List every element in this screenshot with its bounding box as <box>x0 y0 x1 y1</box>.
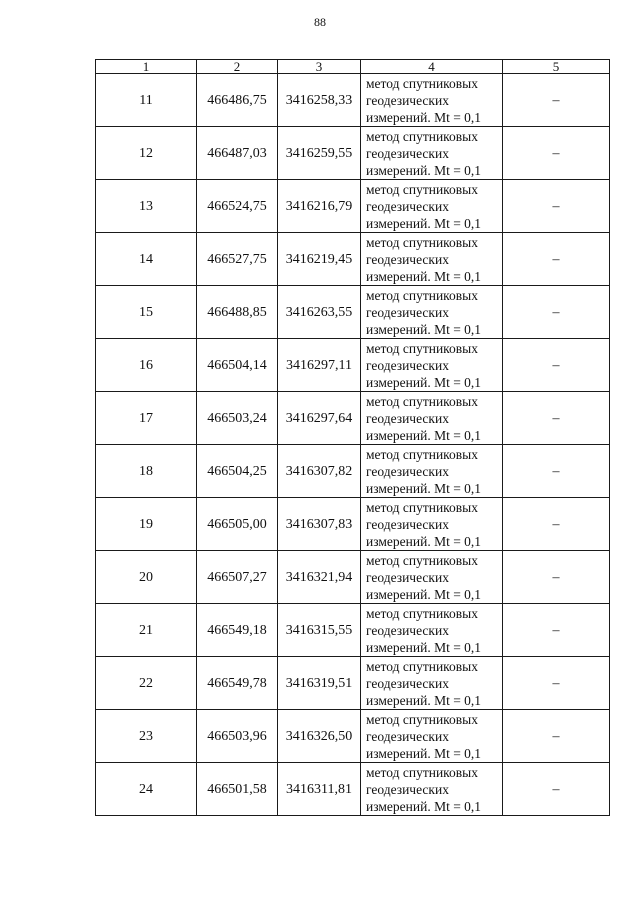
y-coordinate-cell: 3416219,45 <box>278 233 361 286</box>
method-cell <box>361 710 503 763</box>
y-coordinate-cell: 3416216,79 <box>278 180 361 233</box>
method-line: геодезических <box>366 781 449 797</box>
method-cell <box>361 233 503 286</box>
note-cell: – <box>503 74 610 127</box>
table-row <box>96 551 610 604</box>
table-row <box>96 233 610 286</box>
note-cell: – <box>503 498 610 551</box>
point-number-cell: 19 <box>96 498 197 551</box>
x-coordinate-cell: 466549,78 <box>197 657 278 710</box>
point-number-cell: 23 <box>96 710 197 763</box>
y-coordinate-cell: 3416263,55 <box>278 286 361 339</box>
table-row <box>96 710 610 763</box>
table-row <box>96 127 610 180</box>
y-coordinate-cell: 3416297,64 <box>278 392 361 445</box>
y-coordinate-cell: 3416258,33 <box>278 74 361 127</box>
x-coordinate-cell: 466507,27 <box>197 551 278 604</box>
note-cell: – <box>503 286 610 339</box>
table-row <box>96 74 610 127</box>
x-coordinate-cell: 466504,25 <box>197 445 278 498</box>
method-line: геодезических <box>366 304 449 320</box>
x-coordinate-cell: 466549,18 <box>197 604 278 657</box>
method-line: измерений. Mt = 0,1 <box>366 374 482 390</box>
method-line: метод спутниковых <box>366 75 478 91</box>
method-line: геодезических <box>366 463 449 479</box>
method-line: измерений. Mt = 0,1 <box>366 480 482 496</box>
note-cell: – <box>503 604 610 657</box>
column-header-1: 1 <box>96 60 197 74</box>
note-cell: – <box>503 763 610 816</box>
point-number-cell: 20 <box>96 551 197 604</box>
method-cell <box>361 657 503 710</box>
note-cell: – <box>503 339 610 392</box>
method-line: метод спутниковых <box>366 446 478 462</box>
point-number-cell: 12 <box>96 127 197 180</box>
method-line: измерений. Mt = 0,1 <box>366 692 482 708</box>
point-number-cell: 18 <box>96 445 197 498</box>
method-line: измерений. Mt = 0,1 <box>366 745 482 761</box>
method-line: измерений. Mt = 0,1 <box>366 427 482 443</box>
method-line: геодезических <box>366 622 449 638</box>
y-coordinate-cell: 3416321,94 <box>278 551 361 604</box>
method-line: метод спутниковых <box>366 340 478 356</box>
method-cell <box>361 180 503 233</box>
point-number-cell: 13 <box>96 180 197 233</box>
method-line: измерений. Mt = 0,1 <box>366 268 482 284</box>
table-row <box>96 286 610 339</box>
method-line: измерений. Mt = 0,1 <box>366 586 482 602</box>
page-number: 88 <box>314 15 326 29</box>
method-line: измерений. Mt = 0,1 <box>366 321 482 337</box>
coordinates-table <box>95 59 610 816</box>
method-cell <box>361 604 503 657</box>
note-cell: – <box>503 657 610 710</box>
method-cell <box>361 763 503 816</box>
table-row <box>96 339 610 392</box>
method-line: измерений. Mt = 0,1 <box>366 162 482 178</box>
column-header-4: 4 <box>361 60 503 74</box>
point-number-cell: 15 <box>96 286 197 339</box>
method-line: геодезических <box>366 92 449 108</box>
method-line: метод спутниковых <box>366 499 478 515</box>
y-coordinate-cell: 3416297,11 <box>278 339 361 392</box>
method-line: геодезических <box>366 357 449 373</box>
y-coordinate-cell: 3416326,50 <box>278 710 361 763</box>
method-cell <box>361 127 503 180</box>
method-cell <box>361 339 503 392</box>
method-line: геодезических <box>366 675 449 691</box>
method-line: геодезических <box>366 251 449 267</box>
column-header-5: 5 <box>503 60 610 74</box>
method-line: геодезических <box>366 198 449 214</box>
column-header-2: 2 <box>197 60 278 74</box>
note-cell: – <box>503 551 610 604</box>
table-row <box>96 445 610 498</box>
method-line: измерений. Mt = 0,1 <box>366 639 482 655</box>
method-line: метод спутниковых <box>366 234 478 250</box>
method-cell <box>361 551 503 604</box>
method-cell <box>361 74 503 127</box>
point-number-cell: 17 <box>96 392 197 445</box>
x-coordinate-cell: 466527,75 <box>197 233 278 286</box>
note-cell: – <box>503 180 610 233</box>
note-cell: – <box>503 392 610 445</box>
y-coordinate-cell: 3416311,81 <box>278 763 361 816</box>
y-coordinate-cell: 3416307,82 <box>278 445 361 498</box>
table-row <box>96 604 610 657</box>
method-line: измерений. Mt = 0,1 <box>366 109 482 125</box>
table-body <box>96 74 610 816</box>
note-cell: – <box>503 233 610 286</box>
method-cell <box>361 498 503 551</box>
x-coordinate-cell: 466503,96 <box>197 710 278 763</box>
method-line: геодезических <box>366 728 449 744</box>
x-coordinate-cell: 466504,14 <box>197 339 278 392</box>
table-row <box>96 180 610 233</box>
point-number-cell: 22 <box>96 657 197 710</box>
method-cell <box>361 392 503 445</box>
method-line: геодезических <box>366 410 449 426</box>
x-coordinate-cell: 466486,75 <box>197 74 278 127</box>
x-coordinate-cell: 466503,24 <box>197 392 278 445</box>
x-coordinate-cell: 466524,75 <box>197 180 278 233</box>
y-coordinate-cell: 3416307,83 <box>278 498 361 551</box>
y-coordinate-cell: 3416319,51 <box>278 657 361 710</box>
method-cell <box>361 286 503 339</box>
method-line: измерений. Mt = 0,1 <box>366 533 482 549</box>
method-line: метод спутниковых <box>366 287 478 303</box>
method-line: метод спутниковых <box>366 181 478 197</box>
y-coordinate-cell: 3416315,55 <box>278 604 361 657</box>
table-row <box>96 763 610 816</box>
note-cell: – <box>503 127 610 180</box>
point-number-cell: 24 <box>96 763 197 816</box>
x-coordinate-cell: 466501,58 <box>197 763 278 816</box>
method-line: метод спутниковых <box>366 764 478 780</box>
method-line: метод спутниковых <box>366 711 478 727</box>
table-row <box>96 392 610 445</box>
note-cell: – <box>503 445 610 498</box>
table-row <box>96 657 610 710</box>
method-line: метод спутниковых <box>366 128 478 144</box>
note-cell: – <box>503 710 610 763</box>
method-line: метод спутниковых <box>366 605 478 621</box>
method-line: геодезических <box>366 145 449 161</box>
point-number-cell: 21 <box>96 604 197 657</box>
y-coordinate-cell: 3416259,55 <box>278 127 361 180</box>
method-line: метод спутниковых <box>366 393 478 409</box>
column-header-3: 3 <box>278 60 361 74</box>
point-number-cell: 14 <box>96 233 197 286</box>
method-line: измерений. Mt = 0,1 <box>366 798 482 814</box>
point-number-cell: 11 <box>96 74 197 127</box>
method-line: геодезических <box>366 569 449 585</box>
table-row <box>96 498 610 551</box>
point-number-cell: 16 <box>96 339 197 392</box>
method-line: измерений. Mt = 0,1 <box>366 215 482 231</box>
method-line: метод спутниковых <box>366 552 478 568</box>
method-cell <box>361 445 503 498</box>
x-coordinate-cell: 466488,85 <box>197 286 278 339</box>
table-header-row <box>96 60 610 74</box>
method-line: метод спутниковых <box>366 658 478 674</box>
x-coordinate-cell: 466487,03 <box>197 127 278 180</box>
x-coordinate-cell: 466505,00 <box>197 498 278 551</box>
method-line: геодезических <box>366 516 449 532</box>
